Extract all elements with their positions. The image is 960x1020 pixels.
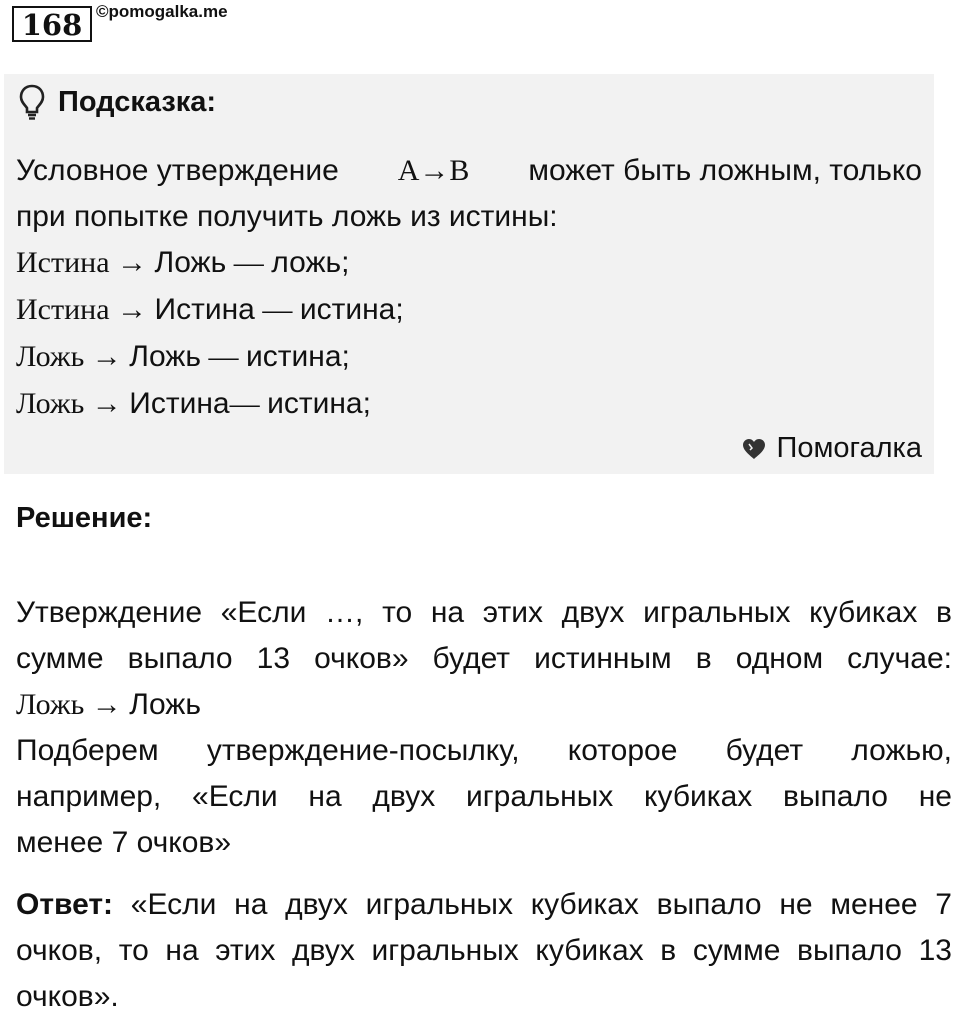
rule-premise: Ложь [16, 340, 85, 373]
answer-line-2: очков, то на этих двух игральных кубиках в сумме выпало 13 [16, 934, 952, 967]
rule-premise: Ложь [16, 387, 85, 420]
hint-title [18, 84, 216, 120]
hint-line-1 [16, 148, 922, 194]
rule-conclusion: Истина [154, 293, 255, 326]
solution-line-4: например, «Если на двух игральных кубиках выпало не [16, 780, 952, 813]
rule-3 [16, 334, 350, 380]
watermark: ©pomogalka.me [96, 2, 228, 21]
rule-dash: — [262, 293, 293, 326]
rule-2 [16, 287, 404, 333]
rule-dash: — [229, 387, 260, 420]
solution-line-2: сумме выпало 13 очков» будет истинным в одном случае: [16, 642, 952, 675]
case-arrow: → [91, 688, 122, 721]
rule-result: истина; [299, 293, 404, 326]
solution-heading: Решение: [16, 502, 153, 534]
hint-formula: A→B [397, 154, 470, 187]
answer-label: Ответ: [16, 888, 114, 921]
answer-line-1 [16, 882, 952, 928]
rule-dash: — [233, 246, 264, 279]
lightbulb-icon [18, 84, 46, 120]
case-premise: Ложь [16, 688, 85, 721]
brand-name: Помогалка [776, 432, 922, 464]
hint-line-2: при попытке получить ложь из истины: [16, 200, 558, 233]
rule-result: истина; [267, 387, 371, 420]
case-conclusion: Ложь [129, 688, 201, 721]
rule-premise: Истина [16, 293, 110, 326]
hint-title-text: Подсказка: [58, 85, 217, 118]
rule-result: ложь; [271, 246, 350, 279]
hint-text-after: может быть ложным, только [528, 154, 922, 187]
rule-premise: Истина [16, 246, 110, 279]
solution-line-3: Подберем утверждение-посылку, которое будет ложью, [16, 734, 952, 767]
brand [741, 432, 922, 465]
answer-text-1: «Если на двух игральных кубиках выпало не менее 7 [130, 888, 952, 921]
rule-1 [16, 240, 349, 286]
hint-text-before: Условное утверждение [16, 154, 339, 187]
rule-arrow: → [117, 293, 148, 326]
rule-conclusion: Ложь [154, 246, 227, 279]
solution-case [16, 682, 201, 728]
solution-line-5: менее 7 очков» [16, 826, 232, 859]
rule-4 [16, 381, 371, 427]
rule-arrow: → [117, 246, 148, 279]
solution-line-1: Утверждение «Если …, то на этих двух игральных кубиках в [16, 596, 952, 629]
rule-result: истина; [246, 340, 350, 373]
rule-conclusion: Ложь [129, 340, 201, 373]
rule-dash: — [208, 340, 239, 373]
heart-icon [741, 437, 767, 461]
rule-conclusion: Истина [129, 387, 230, 420]
rule-arrow: → [91, 340, 122, 373]
page-number: 168 [12, 6, 92, 42]
answer-line-3: очков». [16, 980, 119, 1013]
rule-arrow: → [91, 387, 122, 420]
